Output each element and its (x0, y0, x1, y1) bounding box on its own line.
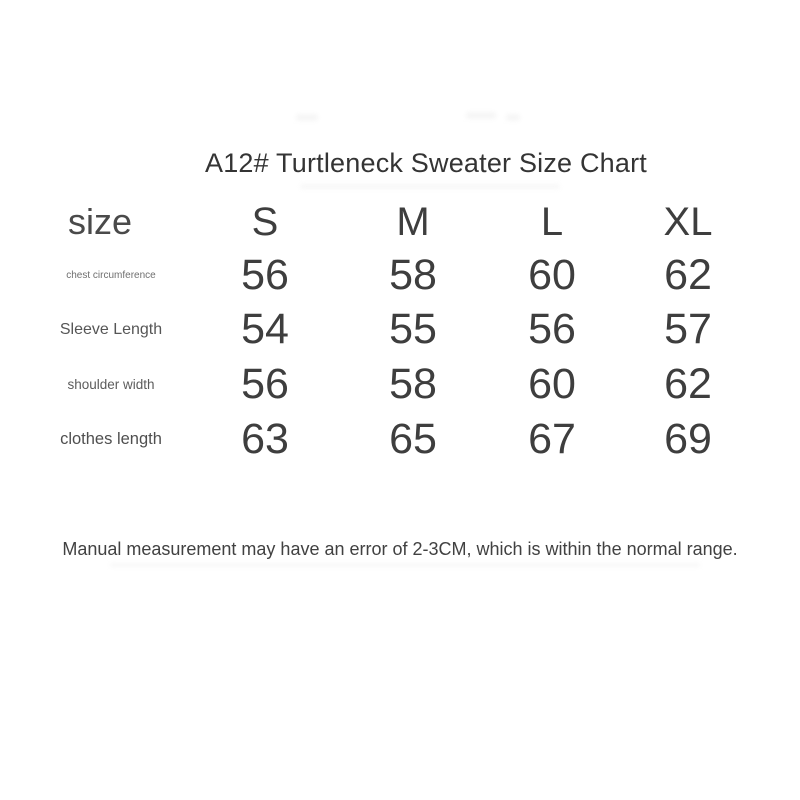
table-cell: 62 (664, 250, 712, 299)
artifact-smudge (296, 114, 318, 121)
table-cell: 65 (389, 415, 437, 463)
column-header-l: L (540, 199, 564, 244)
table-cell: 62 (664, 360, 712, 408)
artifact-smudge (300, 184, 560, 189)
table-cell: 54 (241, 305, 289, 353)
table-cell: 56 (528, 305, 576, 353)
table-cell: 63 (241, 415, 289, 463)
row-label-shoulder-width: shoulder width (67, 377, 155, 392)
row-label-clothes-length: clothes length (60, 430, 162, 448)
table-cell: 58 (389, 250, 437, 299)
artifact-smudge (110, 563, 700, 567)
table-cell: 56 (241, 250, 289, 299)
artifact-smudge (506, 114, 520, 121)
table-cell: 57 (664, 305, 712, 353)
row-label-chest-circumference: chest circumference (66, 269, 156, 281)
chart-title: A12# Turtleneck Sweater Size Chart (204, 148, 648, 178)
column-header-m: M (396, 199, 430, 244)
table-cell: 67 (528, 415, 576, 463)
artifact-smudge (466, 112, 496, 119)
table-cell: 56 (241, 360, 289, 408)
table-cell: 69 (664, 415, 712, 463)
row-label-sleeve-length: Sleeve Length (59, 320, 163, 338)
corner-label-size: size (67, 201, 133, 242)
table-cell: 60 (528, 250, 576, 299)
size-table (30, 196, 760, 467)
table-cell: 55 (389, 305, 437, 353)
table-cell: 58 (389, 360, 437, 408)
table-cell: 60 (528, 360, 576, 408)
column-header-xl: XL (663, 199, 713, 244)
measurement-note: Manual measurement may have an error of 2-3CM, which is within the normal range. (62, 539, 738, 559)
column-header-s: S (251, 199, 279, 244)
